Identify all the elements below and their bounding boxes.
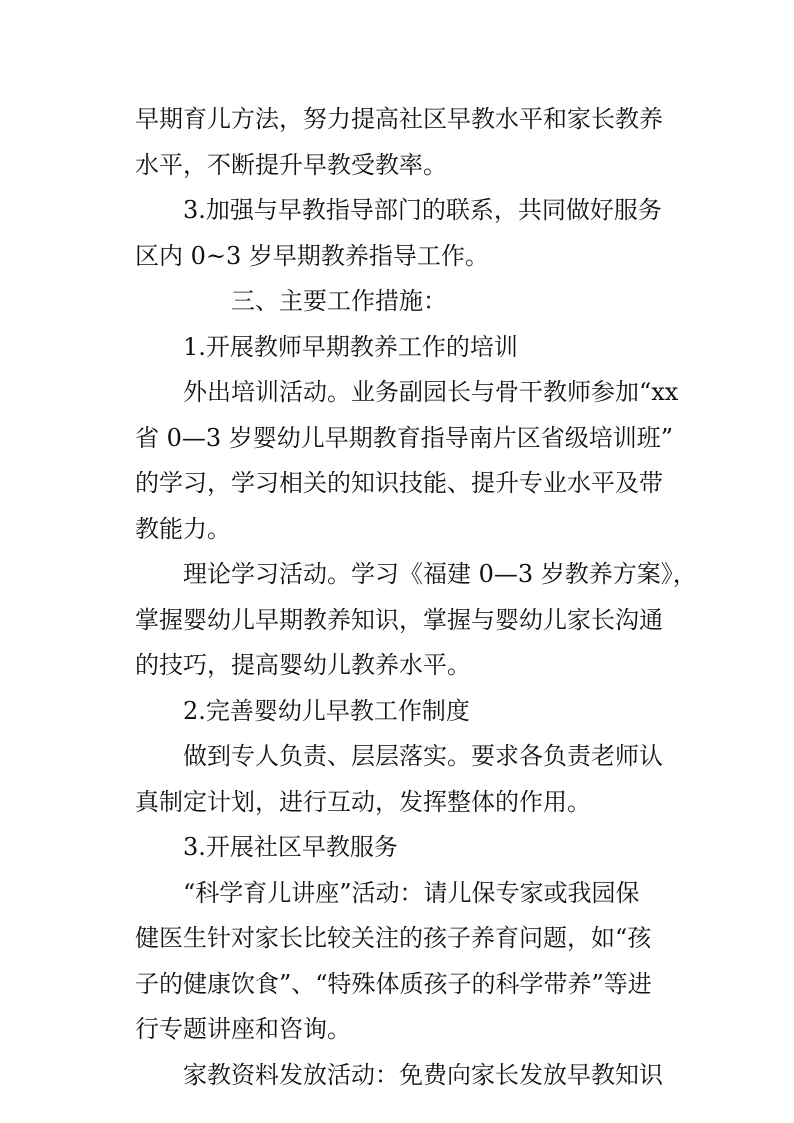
text-line: 外出培训活动。业务副园长与骨干教师参加“xx (183, 378, 679, 406)
text-line: 教能力。 (135, 514, 231, 543)
subheading-2: 2.完善婴幼儿早教工作制度 (183, 696, 470, 725)
text-line: 区内 0~3 岁早期教养指导工作。 (135, 241, 489, 270)
text-line: 行专题讲座和咨询。 (135, 1015, 351, 1043)
text-line: “科学育儿讲座”活动：请儿保专家或我园保 (183, 878, 640, 907)
subheading-3: 3.开展社区早教服务 (183, 833, 398, 861)
subheading-1: 1.开展教师早期教养工作的培训 (183, 332, 518, 361)
document-body (135, 97, 697, 1098)
text-line: 真制定计划，进行互动，发挥整体的作用。 (135, 787, 591, 816)
text-line: 掌握婴幼儿早期教养知识，掌握与婴幼儿家长沟通 (135, 605, 663, 634)
text-line: 水平，不断提升早教受教率。 (135, 150, 447, 179)
section-heading: 三、主要工作措施： (231, 287, 447, 315)
text-line: 的学习，学习相关的知识技能、提升专业水平及带 (135, 469, 663, 497)
text-line: 家教资料发放活动：免费向家长发放早教知识 (183, 1060, 663, 1089)
text-line: 健医生针对家长比较关注的孩子养育问题，如“孩 (135, 924, 652, 952)
text-line: 的技巧，提高婴幼儿教养水平。 (135, 651, 471, 679)
text-line: 子的健康饮食”、“特殊体质孩子的科学带养”等进 (135, 969, 652, 998)
text-line: 省 0—3 岁婴幼儿早期教育指导南片区省级培训班” (135, 423, 674, 452)
text-line: 早期育儿方法，努力提高社区早教水平和家长教养 (135, 105, 663, 133)
text-line: 理论学习活动。学习《福建 0—3 岁教养方案》， (183, 560, 697, 588)
text-line: 做到专人负责、层层落实。要求各负责老师认 (183, 742, 663, 770)
list-item-3: 3.加强与早教指导部门的联系，共同做好服务 (183, 196, 662, 224)
